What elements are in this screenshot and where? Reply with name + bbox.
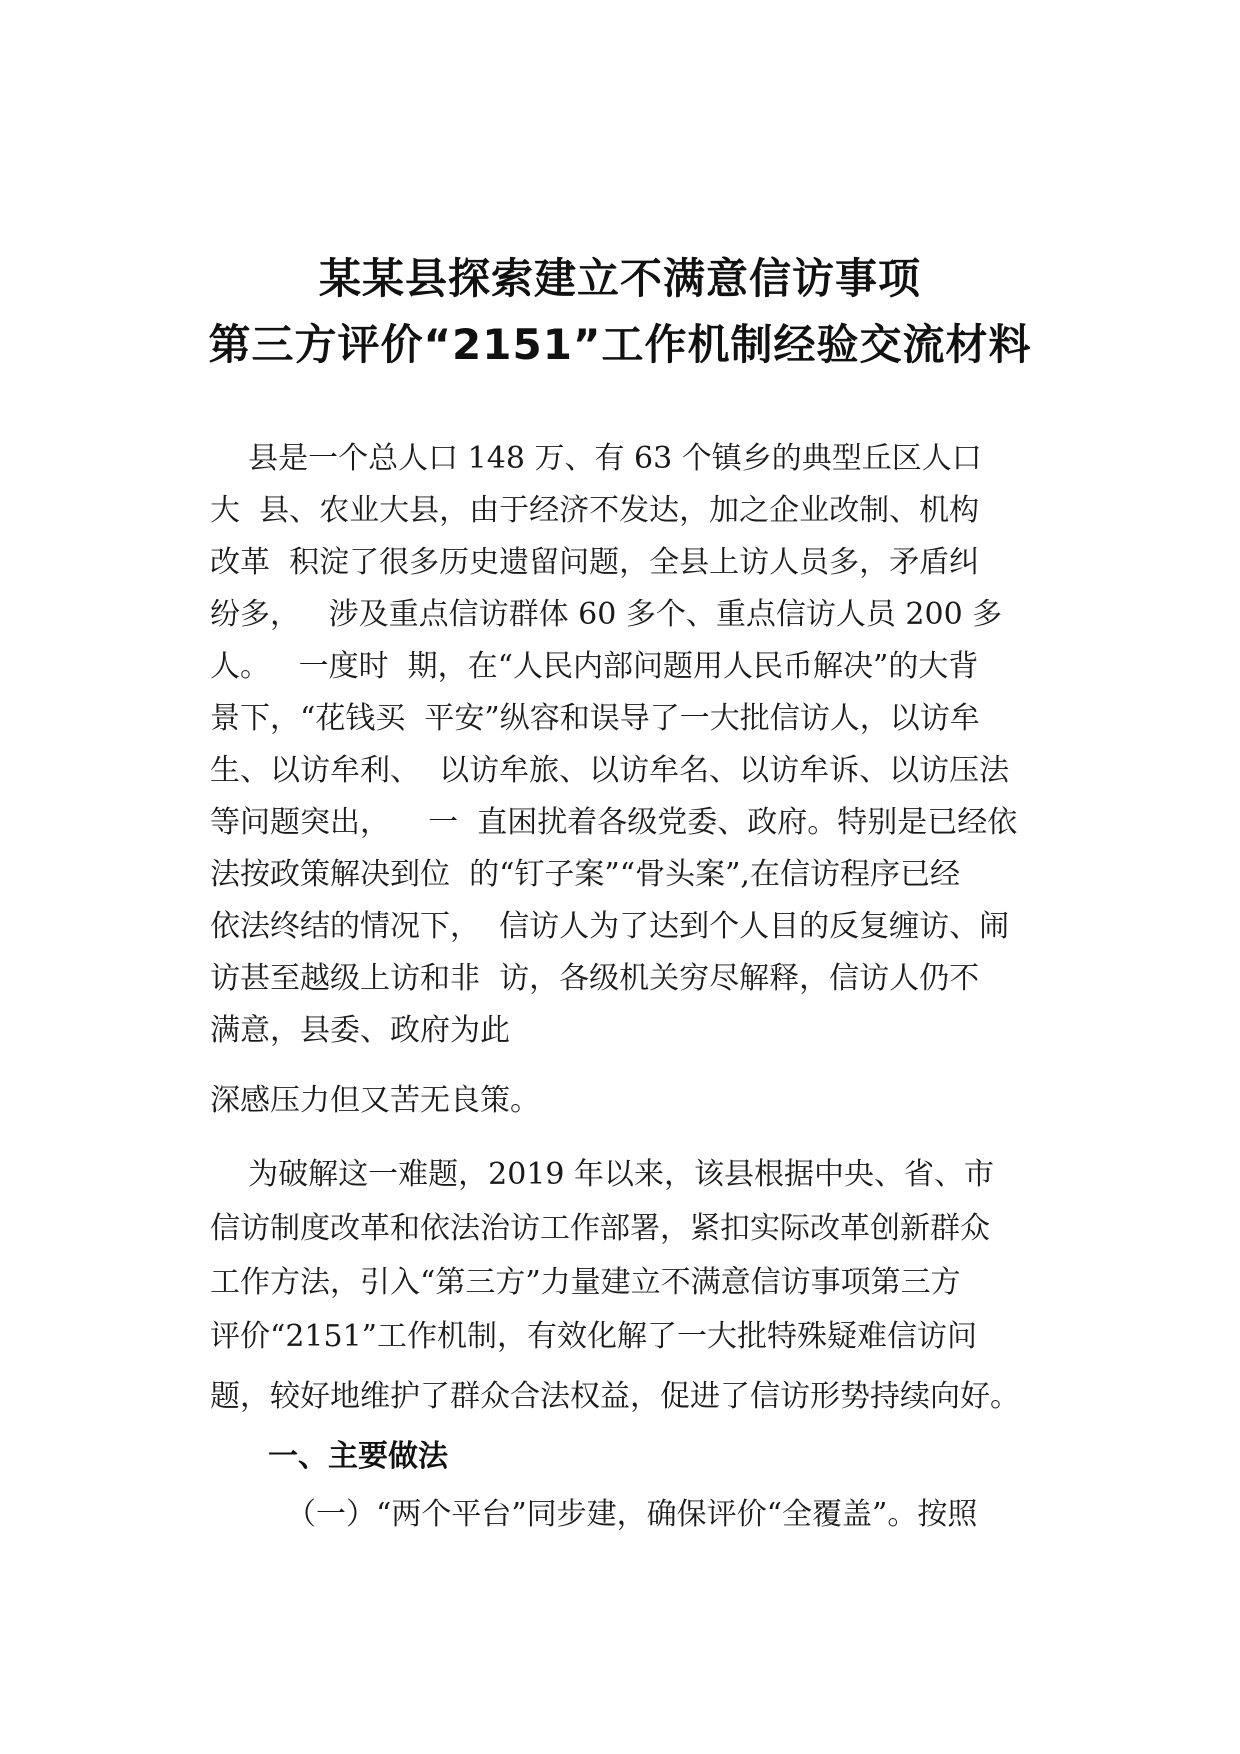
- paragraph-2-line: 题，较好地维护了群众合法权益，促进了信访形势持续向好。: [210, 1379, 1020, 1414]
- paragraph-1-line: 人。 一度时 期，在“人民内部问题用人民币解决”的大背: [210, 649, 979, 684]
- paragraph-1-line: 改革 积淀了很多历史遗留问题，全县上访人员多，矛盾纠: [210, 545, 980, 580]
- paragraph-1-line: 法按政策解决到位 的“钉子案”“骨头案”,在信访程序已经: [210, 857, 960, 892]
- paragraph-2-line: 工作方法，引入“第三方”力量建立不满意信访事项第三方: [210, 1265, 961, 1300]
- paragraph-1-line: 访甚至越级上访和非 访，各级机关穷尽解释，信访人仍不: [210, 961, 980, 996]
- paragraph-2-line: 评价“2151”工作机制，有效化解了一大批特殊疑难信访问: [210, 1319, 978, 1354]
- paragraph-1-line: 依法终结的情况下， 信访人为了达到个人目的反复缠访、闹: [210, 909, 1010, 944]
- paragraph-1-line: 大 县、农业大县，由于经济不发达，加之企业改制、机构: [210, 493, 980, 528]
- paragraph-2-line: 信访制度改革和依法治访工作部署，紧扣实际改革创新群众: [210, 1211, 990, 1246]
- paragraph-1-line: 纷多， 涉及重点信访群体 60 多个、重点信访人员 200 多: [210, 597, 1003, 632]
- paragraph-1-tail: 深感压力但又苦无良策。: [210, 1083, 540, 1118]
- paragraph-2-line: 为破解这一难题，2019 年以来，该县根据中央、省、市: [210, 1157, 995, 1192]
- paragraph-1-line: 景下，“花钱买 平安”纵容和误导了一大批信访人，以访牟: [210, 701, 980, 736]
- section-heading: 一、主要做法: [268, 1439, 448, 1474]
- subsection-line: （一）“两个平台”同步建，确保评价“全覆盖”。按照: [286, 1497, 978, 1532]
- paragraph-1-line: 满意，县委、政府为此: [210, 1013, 510, 1048]
- document-title-line-1: 某某县探索建立不满意信访事项: [318, 254, 921, 303]
- paragraph-1-line: 县是一个总人口 148 万、有 63 个镇乡的典型丘区人口: [210, 441, 982, 476]
- document-title-line-2: 第三方评价“2151”工作机制经验交流材料: [208, 320, 1032, 369]
- paragraph-1-line: 等问题突出， 一 直困扰着各级党委、政府。特别是已经依: [210, 805, 1018, 840]
- paragraph-1-line: 生、以访牟利、 以访牟旅、以访牟名、以访牟诉、以访压法: [210, 753, 1010, 788]
